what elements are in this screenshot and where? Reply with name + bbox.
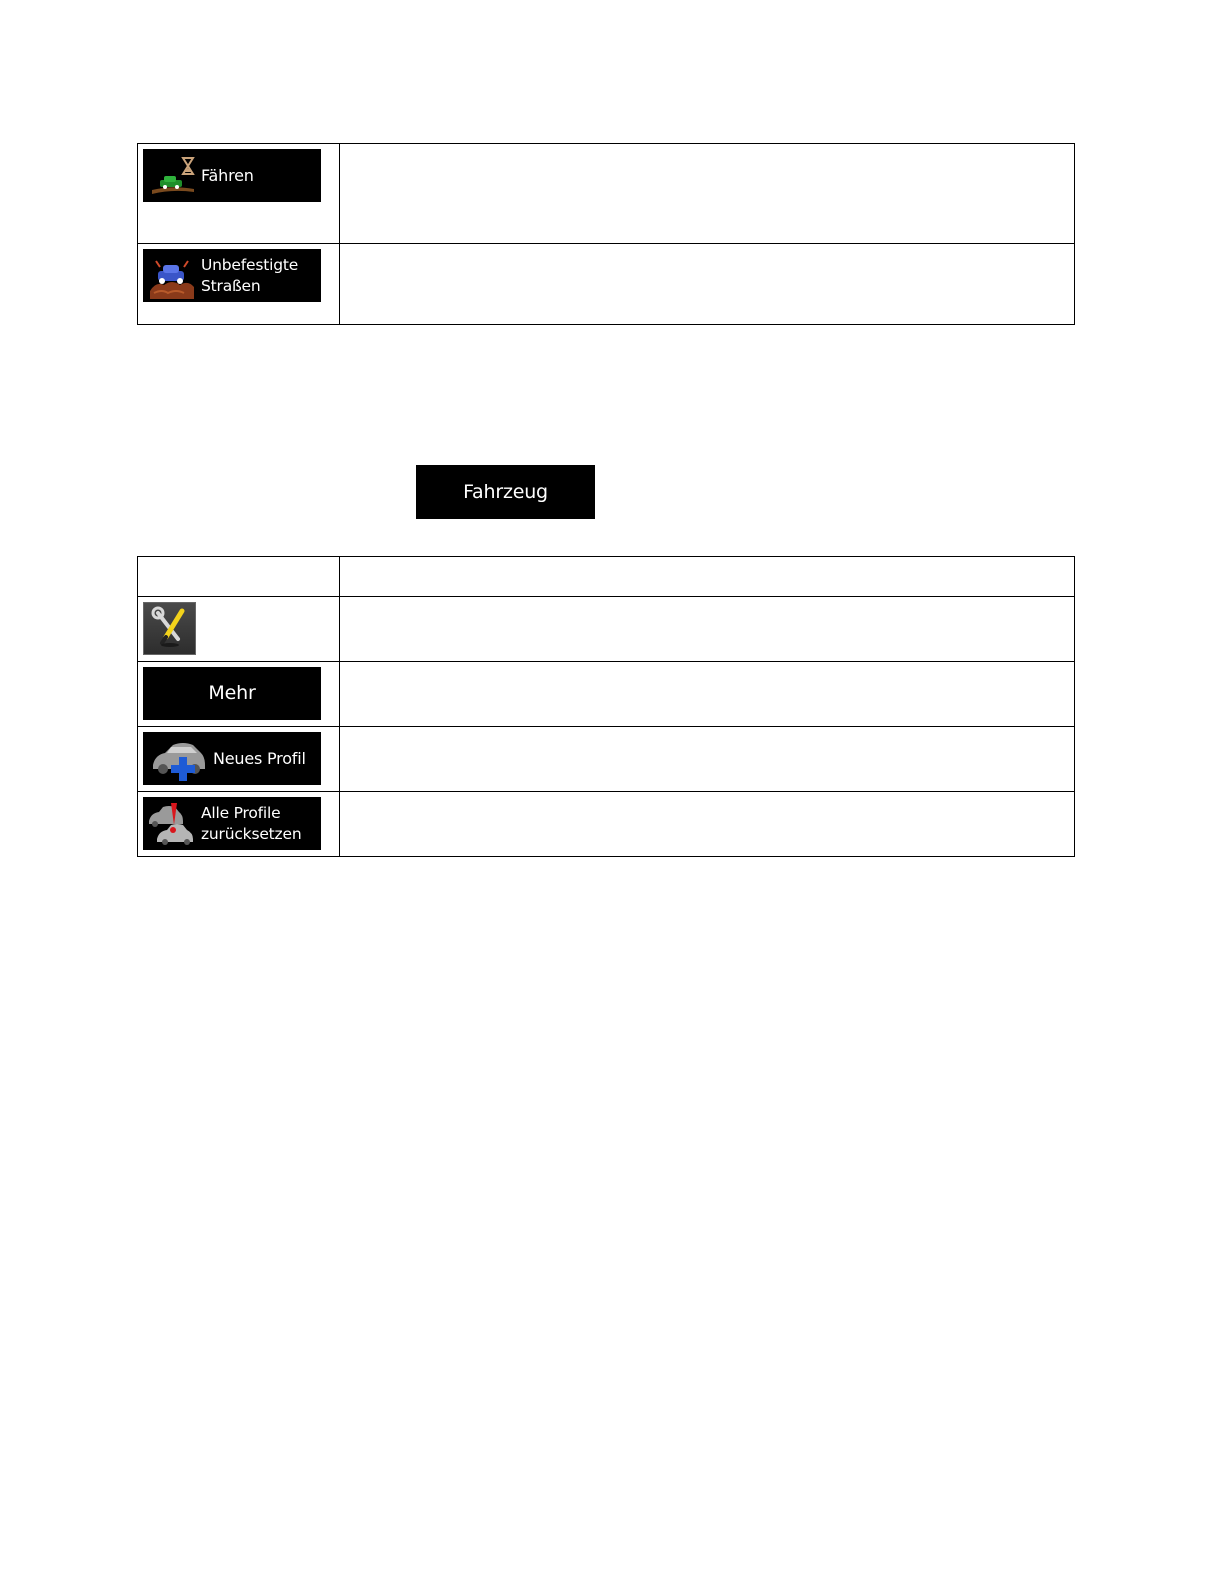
- vehicle-options-table: [137, 556, 1075, 857]
- car-reset-icon: [143, 797, 201, 850]
- description-cell: [340, 244, 1075, 325]
- option-button-cell: [138, 244, 340, 325]
- unpaved-roads-button[interactable]: [143, 249, 321, 302]
- unpaved-roads-label-line1: Unbefestigte: [201, 255, 299, 274]
- new-profile-button[interactable]: [143, 732, 321, 785]
- description-cell: [340, 144, 1075, 244]
- road-options-table: [137, 143, 1075, 325]
- reset-profiles-label-line1: Alle Profile: [201, 803, 281, 822]
- car-plus-icon: [143, 732, 213, 785]
- unpaved-roads-label-line2: Straßen: [201, 276, 261, 295]
- ferry-icon: [143, 149, 201, 202]
- option-button-cell: [138, 144, 340, 244]
- ferries-button[interactable]: [143, 149, 321, 202]
- vehicle-button[interactable]: Fahrzeug: [416, 465, 595, 519]
- reset-profiles-label-line2: zurücksetzen: [201, 824, 302, 843]
- description-cell: [340, 792, 1075, 857]
- option-button-cell: [138, 792, 340, 857]
- option-button-cell: [138, 597, 340, 662]
- option-button-cell: [138, 662, 340, 727]
- description-cell: [340, 662, 1075, 727]
- unpaved-road-icon: [143, 249, 201, 302]
- reset-all-profiles-button[interactable]: [143, 797, 321, 850]
- option-button-cell: [138, 727, 340, 792]
- header-cell: [138, 557, 340, 597]
- ferries-label: Fähren: [201, 166, 254, 185]
- description-cell: [340, 597, 1075, 662]
- edit-profile-button[interactable]: [143, 602, 196, 655]
- description-cell: [340, 727, 1075, 792]
- header-cell: [340, 557, 1075, 597]
- wrench-screwdriver-icon: [148, 605, 192, 653]
- new-profile-label: Neues Profil: [213, 749, 306, 768]
- more-button[interactable]: [143, 667, 321, 720]
- more-label: Mehr: [208, 682, 256, 704]
